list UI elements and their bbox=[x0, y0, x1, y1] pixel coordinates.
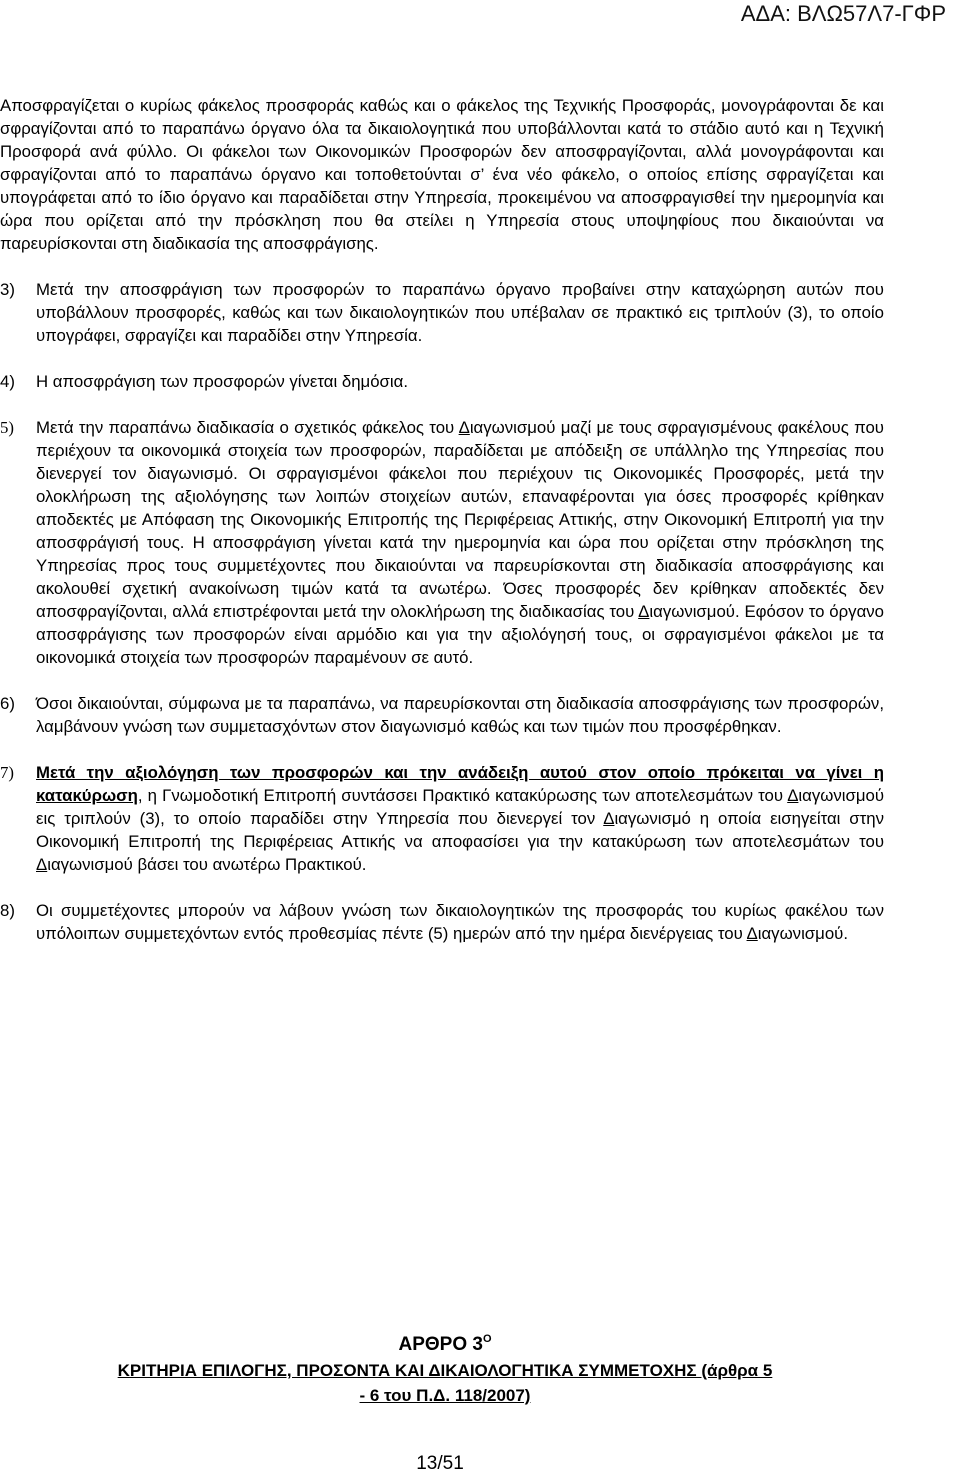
intro-paragraph: Αποσφραγίζεται ο κυρίως φάκελος προσφοράς καθώς και ο φάκελος της Τεχνικής Προσφοράς, μονογράφονται δε και σφραγίζονται από το παραπάνω όργανο όλα τα δικαιολογητικά που υποβάλλονται κατά το στάδιο αυτό και η Τεχνική Προσφορά ανά φύλλο. Οι φάκελοι των Οικονομικών Προσφορών δεν αποσφραγίζονται, αλλά μονογράφονται και σφραγίζονται από το παραπάνω όργανο και τοποθετούνται σ’ ένα νέο φάκελο, ο οποίος επίσης σφραγίζεται και υπογράφεται από το ίδιο όργανο και παραδίδεται στην Υπηρεσία, προκειμένου να αποσφραγισθεί την ημερομηνία και ώρα που ορίζεται από την πρόσκληση που θα στείλει η Υπηρεσία στους υποψηφίους που δικαιούνται να παρευρίσκονται στη διαδικασία της αποσφράγισης. bbox=[0, 96, 884, 253]
list-item-number: 6) bbox=[0, 694, 15, 713]
list-item-text: Η αποσφράγιση των προσφορών γίνεται δημόσια. bbox=[36, 372, 408, 391]
underlined-letter: Δ bbox=[36, 855, 48, 874]
list-item-8 bbox=[0, 899, 884, 945]
list-item-number: 5) bbox=[0, 418, 14, 437]
list-item-number: 7) bbox=[0, 763, 14, 782]
list-item-number: 4) bbox=[0, 372, 15, 391]
article-title bbox=[0, 1326, 890, 1358]
list-item-5 bbox=[0, 416, 884, 669]
list-item-text bbox=[36, 899, 884, 945]
underlined-letter: Δ bbox=[458, 418, 470, 437]
page-number: 13/51 bbox=[416, 1453, 464, 1474]
article-subtitle-line-2: - 6 του Π.Δ. 118/2007) bbox=[359, 1386, 531, 1405]
article-heading bbox=[0, 1326, 890, 1408]
text-run: Οι συμμετέχοντες μπορούν να λάβουν γνώση των δικαιολογητικών της προσφοράς του κυρίως φακέλου των υπόλοιπων συμμετεχόντων εντός προθεσμίας πέντε (5) ημερών από την ημέρα διενέργειας του bbox=[36, 901, 884, 943]
text-run: ιαγωνισμού. bbox=[757, 924, 848, 943]
underlined-letter: Δ bbox=[638, 602, 650, 621]
list-item-text: Μετά την αποσφράγιση των προσφορών το παραπάνω όργανο προβαίνει στην καταχώρηση αυτών που υποβάλλουν προσφορές, καθώς και των δικαιολογητικών που υπέβαλαν σε πρακτικό εις τριπλούν (3), το οποίο υπογράφει, σφραγίζει και παραδίδει στην Υπηρεσία. bbox=[36, 280, 884, 345]
list-item-3 bbox=[0, 278, 884, 347]
list-item-text bbox=[36, 761, 884, 876]
underlined-letter: Δ bbox=[746, 924, 758, 943]
underlined-letter: Δ bbox=[787, 786, 799, 805]
text-run: Μετά την παραπάνω διαδικασία ο σχετικός φάκελος του bbox=[36, 418, 459, 437]
article-title-text: ΑΡΘΡΟ 3 bbox=[398, 1334, 483, 1355]
text-run: ιαγωνισμού βάσει του ανωτέρω Πρακτικού. bbox=[47, 855, 367, 874]
text-run: , η Γνωμοδοτική Επιτροπή συντάσσει Πρακτικό κατακύρωσης των αποτελεσμάτων του bbox=[137, 786, 788, 805]
underlined-letter: Δ bbox=[603, 809, 615, 828]
list-item-number: 3) bbox=[0, 280, 15, 299]
article-title-superscript: Ο bbox=[482, 1333, 492, 1345]
text-run: ιαγωνισμού. Εφόσον το όργανο αποσφράγισης των προσφορών είναι αρμόδιο και για την αξιολόγησή τους, οι σφραγισμένοι φάκελοι με τα οικονομικά στοιχεία των προσφορών παραμένουν σε αυτό. bbox=[36, 602, 884, 667]
list-item-text: Όσοι δικαιούνται, σύμφωνα με τα παραπάνω, να παρευρίσκονται στη διαδικασία αποσφράγισης των προσφορών, λαμβάνουν γνώση των συμμετασχόντων στον διαγωνισμό καθώς και των τιμών που προσφέρθηκαν. bbox=[36, 694, 884, 736]
list-item-7 bbox=[0, 761, 884, 876]
list-item-number: 8) bbox=[0, 901, 15, 920]
list-item-text bbox=[36, 416, 884, 669]
text-run: ιαγωνισμό η οποία εισηγείται στην Οικονομική Επιτροπή της Περιφέρειας Αττικής να αποφασίσει για την κατακύρωση των αποτελεσμάτων του bbox=[36, 809, 884, 851]
article-subtitle-line-1: ΚΡΙΤΗΡΙΑ ΕΠΙΛΟΓΗΣ, ΠΡΟΣΟΝΤΑ ΚΑΙ ΔΙΚΑΙΟΛΟΓΗΤΙΚΑ ΣΥΜΜΕΤΟΧΗΣ (άρθρα 5 bbox=[117, 1361, 773, 1380]
bold-underlined-phrase: Μετά την αξιολόγηση των προσφορών και την ανάδειξη αυτού στον οποίο πρόκειται να γίνει η κατακύρωση bbox=[36, 763, 884, 805]
document-code: ΑΔΑ: ΒΛΩ57Λ7-ΓΦΡ bbox=[740, 1, 946, 26]
text-run: ιαγωνισμού μαζί με τους σφραγισμένους φακέλους που περιέχουν τα οικονομικά στοιχεία των προσφορών, παραδίδεται με απόδειξη σε υπάλληλο της Υπηρεσίας που διενεργεί τον διαγωνισμό. Οι σφραγισμένοι φάκελοι που περιέχουν τις Οικονομικές Προσφορές, μετά την ολοκλήρωση της αξιολόγησης των λοιπών στοιχείων αυτών, επαναφέρονται για όσες προσφορές κρίθηκαν αποδεκτές με Απόφαση της Οικονομικής Επιτροπής της Περιφέρειας Αττικής, στην Οικονομική Επιτροπή για την αποσφράγισή τους. Η αποσφράγιση γίνεται κατά την ημερομηνία και ώρα που ορίζεται στην πρόσκληση της Υπηρεσίας προς τους συμμετέχοντες που δικαιούνται να παρευρίσκονται στη διαδικασία αποσφράγισης και ακολουθεί σχετική ανακοίνωση τιμών κατά τα ανωτέρω. Όσες προσφορές δεν κρίθηκαν αποδεκτές δεν αποσφραγίζονται, αλλά επιστρέφονται μετά την ολοκλήρωση της διαδικασίας του bbox=[36, 418, 884, 621]
list-item-4 bbox=[0, 370, 884, 393]
text-run: ιαγωνισμού εις τριπλούν (3), το οποίο παραδίδει στην Υπηρεσία που διενεργεί τον bbox=[36, 786, 884, 828]
list-item-6 bbox=[0, 692, 884, 738]
document-body bbox=[0, 94, 960, 945]
